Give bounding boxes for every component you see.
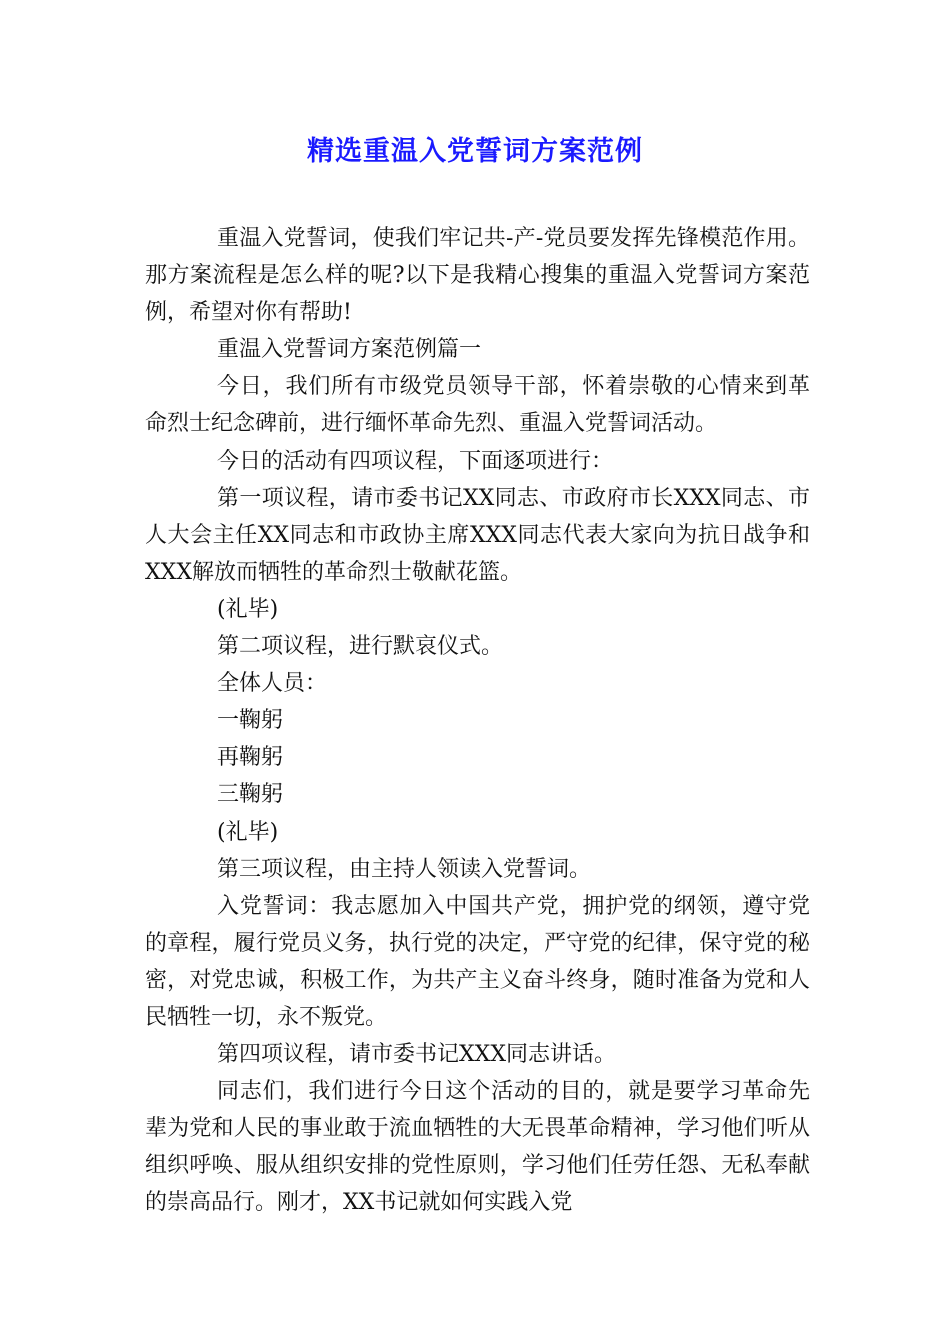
paragraph: 今日的活动有四项议程，下面逐项进行： xyxy=(217,448,614,474)
paragraph-speech: 同志们，我们进行今日这个活动的目的，就是要学习革命先辈为党和人民的事业敢于流血牺牲的大无畏革命精神，学习他们听从组织呼唤、服从组织安排的党性原则，学习他们任劳任怨、无私奉献的崇高品行。刚才，XX书记就如何实践入党 xyxy=(145,1079,810,1216)
paragraph-section-heading: 重温入党誓词方案范例篇一 xyxy=(217,337,482,363)
paragraph-agenda-1: 第一项议程，请市委书记XX同志、市政府市长XXX同志、市人大会主任XX同志和市政协主席XXX同志代表大家向为抗日战争和XXX解放而牺牲的革命烈士敬献花篮。 xyxy=(145,485,810,585)
document-title: 精选重温入党誓词方案范例 xyxy=(307,136,643,167)
paragraph: (礼毕) xyxy=(217,596,279,622)
paragraph-agenda-4: 第四项议程，请市委书记XXX同志讲话。 xyxy=(217,1042,616,1068)
paragraph-oath: 入党誓词：我志愿加入中国共产党，拥护党的纲领，遵守党的章程，履行党员义务，执行党的决定，严守党的纪律，保守党的秘密，对党忠诚，积极工作，为共产主义奋斗终身，随时准备为党和人民牺牲一切，永不叛党。 xyxy=(145,893,810,1030)
paragraph: (礼毕) xyxy=(217,819,279,845)
paragraph: 全体人员： xyxy=(217,671,328,697)
paragraph: 三鞠躬 xyxy=(217,782,284,808)
paragraph: 今日，我们所有市级党员领导干部，怀着崇敬的心情来到革命烈士纪念碑前，进行缅怀革命先烈、重温入党誓词活动。 xyxy=(145,374,810,437)
paragraph-agenda-2: 第二项议程，进行默哀仪式。 xyxy=(217,634,504,660)
document-body xyxy=(145,220,810,1222)
paragraph: 一鞠躬 xyxy=(217,708,284,734)
paragraph-intro: 重温入党誓词，使我们牢记共-产-党员要发挥先锋模范作用。那方案流程是怎么样的呢?以下是我精心搜集的重温入党誓词方案范例，希望对你有帮助! xyxy=(145,226,810,326)
paragraph: 再鞠躬 xyxy=(217,745,284,771)
paragraph-agenda-3: 第三项议程，由主持人领读入党誓词。 xyxy=(217,856,592,882)
